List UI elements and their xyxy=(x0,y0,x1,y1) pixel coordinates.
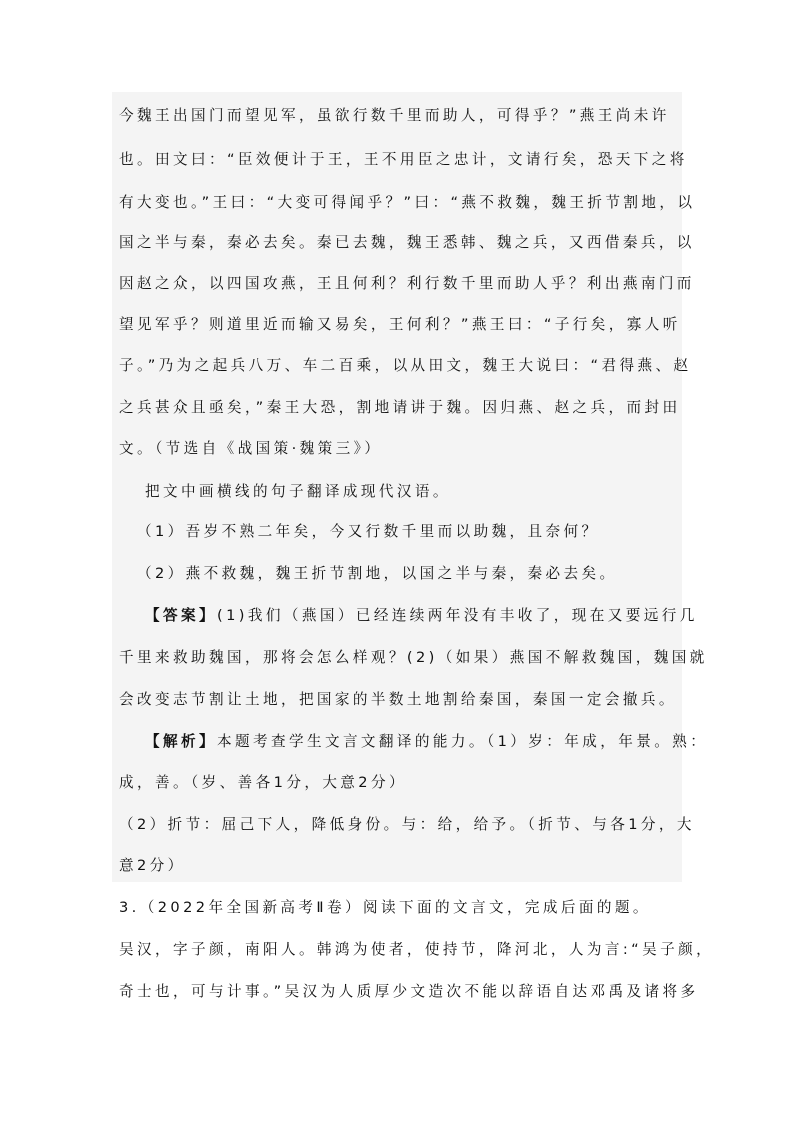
analysis-tag: 【解析】 xyxy=(145,733,217,750)
answer-tag: 【答案】 xyxy=(145,607,217,624)
question-item-1: （1）吾岁不熟二年矣，今又行数千里而以助魏，且奈何？ xyxy=(137,523,600,540)
analysis-line-4: 意2分） xyxy=(119,857,186,874)
passage-line-7: 子。”乃为之起兵八万、车二百乘，以从田文，魏王大说曰：“君得燕、赵 xyxy=(119,357,692,374)
passage-line-1: 今魏王出国门而望见军，虽欲行数千里而助人，可得乎？”燕王尚未许 xyxy=(119,107,670,124)
answer-line-1 xyxy=(145,606,710,626)
answer-line-2: 千里来救助魏国，那将会怎么样观？(2)（如果）燕国不解救魏国，魏国就 xyxy=(119,649,708,666)
answer-number: (1) xyxy=(216,607,248,624)
analysis-line-1 xyxy=(145,732,710,752)
analysis-text-1: 本题考查学生文言文翻译的能力。（1）岁：年成，年景。熟： xyxy=(216,733,709,750)
passage-line-3: 有大变也。”王曰：“大变可得闻乎？”曰：“燕不救魏，魏王折节割地，以 xyxy=(119,194,696,211)
answer-line-3: 会改变志节割让土地，把国家的半数土地割给秦国，秦国一定会撤兵。 xyxy=(119,691,677,708)
analysis-line-2: 成，善。（岁、善各1分，大意2分） xyxy=(119,774,407,791)
passage-line-6: 望见军乎？则道里近而输又易矣，王何利？”燕王曰：“子行矣，寡人听 xyxy=(119,316,681,333)
passage-line-5: 因赵之众，以四国攻燕，王且何利？利行数千里而助人乎？利出燕南门而 xyxy=(119,275,695,292)
passage2-line-1: 吴汉，字子颜，南阳人。韩鸿为使者，使持节，降河北，人为言:“吴子颜， xyxy=(119,941,715,958)
question-prompt: 把文中画横线的句子翻译成现代汉语。 xyxy=(145,483,451,500)
passage-line-4: 国之半与秦，秦必去矣。秦已去魏，魏王悉韩、魏之兵，又西借秦兵，以 xyxy=(119,234,695,251)
analysis-line-3: （2）折节：屈己下人，降低身份。与：给，给予。（折节、与各1分，大 xyxy=(119,816,695,833)
passage-line-2: 也。田文曰：“臣效便计于王，王不用臣之忠计，文请行矣，恐天下之将 xyxy=(119,151,688,168)
question-3-heading: 3.（2022年全国新高考Ⅱ卷）阅读下面的文言文，完成后面的题。 xyxy=(119,899,651,916)
passage2-line-2: 奇士也，可与计事。”吴汉为人质厚少文造次不能以辞语自达邓禹及诸将多 xyxy=(119,983,699,1000)
passage-line-8: 之兵甚众且亟矣，”秦王大恐，割地请讲于魏。因归燕、赵之兵，而封田 xyxy=(119,399,681,416)
question-item-2: （2）燕不救魏，魏王折节割地，以国之半与秦，秦必去矣。 xyxy=(137,565,618,582)
passage-source: 文。（节选自《战国策·魏策三》） xyxy=(119,440,383,457)
answer-text-1: 我们（燕国）已经连续两年没有丰收了，现在又要远行几 xyxy=(247,607,698,624)
